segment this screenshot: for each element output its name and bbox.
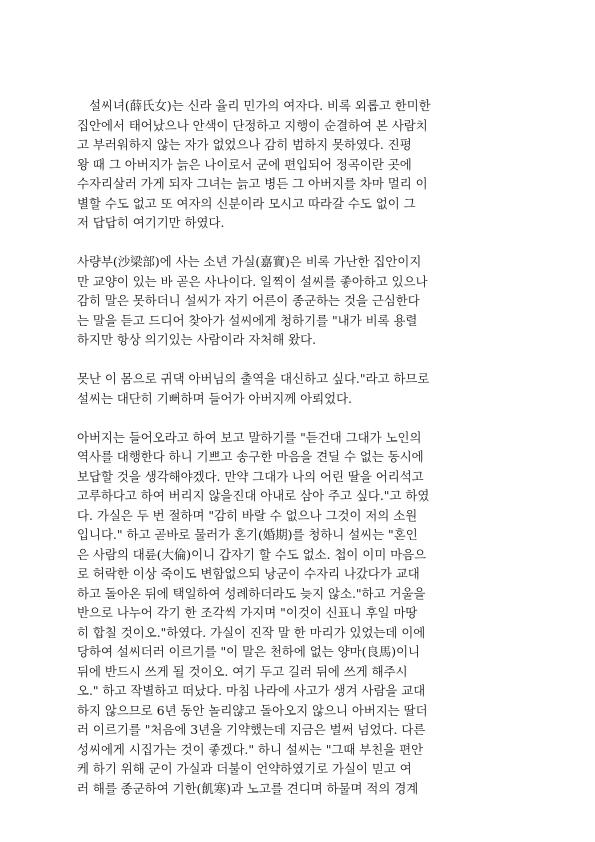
text-line: 로 허락한 이상 죽이도 변함없으되 낭군이 수자리 나갔다가 교대 <box>77 566 420 581</box>
text-line: 히 합칠 것이오."하였다. 가실이 진작 말 한 마리가 있었는데 이에 <box>77 624 426 640</box>
text-line: 는 말을 듣고 드디어 찾아가 설씨에게 청하기를 "내가 비록 용렬 <box>77 312 418 328</box>
text-line: 역사를 대행한다 하니 기쁘고 송구한 마음을 견딜 수 없는 동시에 <box>77 449 424 464</box>
text-line: 하고 돌아온 뒤에 택일하여 성례하더라도 늦지 않소."하고 거울을 <box>77 585 426 601</box>
text-line: 왕 때 그 아버지가 늙은 나이로서 군에 편입되어 정곡이란 곳에 <box>77 156 412 172</box>
text-line: 성씨에게 시집가는 것이 좋겠다." 하니 설씨는 "그때 부친을 편안 <box>77 741 424 757</box>
text-line: 아버지는 들어오라고 하여 보고 말하기를 "듣건대 그대가 노인의 <box>77 429 422 445</box>
text-line: 당하여 설씨더러 이르기를 "이 말은 천하에 없는 양마(良馬)이니 <box>77 644 421 659</box>
text-line: 별할 수도 없고 또 여자의 신분이라 모시고 따라갈 수도 없이 그 <box>77 195 416 211</box>
paragraph <box>77 96 525 233</box>
text-line: 설씨는 대단히 기뻐하며 들어가 아버지께 아뢰었다. <box>77 390 352 406</box>
text-line: 못난 이 몸으로 귀댁 아버님의 출역을 대신하고 싶다."라고 하므로 <box>77 371 430 386</box>
text-line: 고 부러워하지 않는 자가 없었으나 감히 범하지 못하였다. 진평 <box>77 137 412 152</box>
text-line: 보답할 것을 생각해야겠다. 만약 그대가 나의 어린 딸을 어리석고 <box>77 468 424 484</box>
document-body <box>77 96 525 798</box>
paragraph <box>77 428 525 799</box>
text-line: 하지 않으므로 6년 동안 놀리얂고 돌아오지 않으니 아버지는 딸더 <box>77 702 428 718</box>
text-line: 입니다." 하고 곧바로 물러가 혼기(婚期)를 청하니 설씨는 "혼인 <box>77 527 418 542</box>
text-line: 은 사람의 대륜(大倫)이니 갑자기 할 수도 없소. 첩이 이미 마음으 <box>77 546 427 562</box>
text-line: 감히 말은 못하더니 설씨가 자기 어른이 종군하는 것을 근심한다 <box>77 293 420 308</box>
text-line: 설씨녀(薛氏女)는 신라 율리 민가의 여자다. 비록 외롭고 한미한 <box>89 98 431 113</box>
text-line: 저 답답히 여기기만 하였다. <box>77 215 225 230</box>
text-line: 뒤에 반드시 쓰게 될 것이오. 여기 두고 길러 뒤에 쓰게 해주시 <box>77 663 408 679</box>
text-line: 다. 가실은 두 번 절하며 "감히 바랄 수 없으나 그것이 저의 소원 <box>77 507 418 523</box>
text-line: 수자리살러 가게 되자 그녀는 늙고 병든 그 아버지를 차마 멀리 이 <box>77 176 428 191</box>
text-line: 사량부(沙梁部)에 사는 소년 가실(嘉實)은 비록 가난한 집안이지 <box>77 254 422 269</box>
text-line: 고루하다고 하여 버리지 않을진대 아내로 삼아 주고 싶다."고 하였 <box>77 488 430 503</box>
text-line: 반으로 나누어 각기 한 조각씩 가지며 "이것이 신표니 후일 마땅 <box>77 605 418 620</box>
text-line: 만 교양이 있는 바 곧은 사나이다. 일찍이 설씨를 좋아하고 있으나 <box>77 273 428 289</box>
text-line: 러 해를 종군하여 기한(飢寒)과 노고를 견디며 하물며 적의 경계 <box>77 780 419 796</box>
paragraph <box>77 369 525 408</box>
text-line: 집안에서 태어났으나 안색이 단정하고 지행이 순결하여 본 사람치 <box>77 117 428 133</box>
text-line: 케 하기 위해 군이 가실과 더불이 언약하였기로 가실이 믿고 여 <box>77 761 412 776</box>
text-line: 오." 하고 작별하고 떠났다. 마침 나라에 사고가 생겨 사람을 교대 <box>77 683 426 698</box>
paragraph <box>77 252 525 350</box>
text-line: 하지만 항상 의기있는 사람이라 자처해 왔다. <box>77 332 317 347</box>
text-line: 러 이르기를 "처음에 3년을 기약했는데 지금은 벌써 넘었다. 다른 <box>77 722 426 737</box>
